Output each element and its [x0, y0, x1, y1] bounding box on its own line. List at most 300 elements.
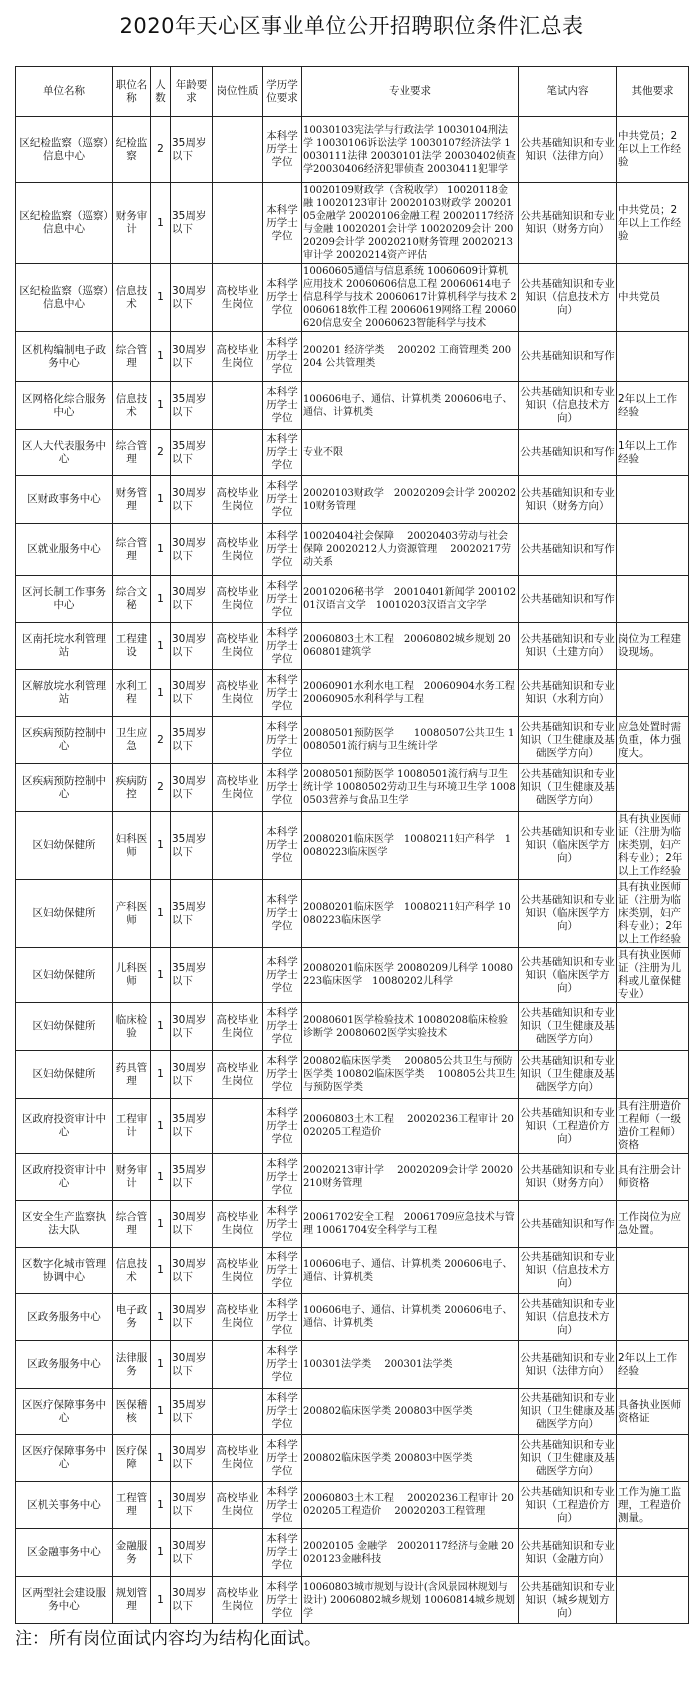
- cell-count: 1: [151, 524, 171, 576]
- cell-count: 1: [151, 1051, 171, 1099]
- cell-age: 35周岁以下: [171, 717, 213, 764]
- cell-age: 30周岁以下: [171, 476, 213, 524]
- cell-age: 35周岁以下: [171, 430, 213, 476]
- table-row: [16, 382, 689, 430]
- cell-degree: 本科学历学士学位: [263, 382, 302, 430]
- cell-unit: 区人大代表服务中心: [16, 430, 113, 476]
- table-row: [16, 948, 689, 1003]
- cell-exam: 公共基础知识和专业知识（工程造价方向）: [519, 1099, 617, 1154]
- cell-exam: 公共基础知识和专业知识（临床医学方向）: [519, 948, 617, 1003]
- cell-nature: 高校毕业生岗位: [213, 264, 263, 332]
- cell-exam: 公共基础知识和写作: [519, 524, 617, 576]
- table-row: [16, 1389, 689, 1435]
- header-degree: 学历学位要求: [263, 67, 302, 117]
- cell-age: 35周岁以下: [171, 948, 213, 1003]
- cell-other: 具有执业医师证（注册为临床类别，妇产科专业）；2年以上工作经验: [617, 880, 689, 948]
- cell-other: [617, 1294, 689, 1341]
- cell-position: 电子政务: [113, 1294, 151, 1341]
- cell-other: 具有注册造价工程师（一级造价工程师）资格: [617, 1099, 689, 1154]
- cell-position: 妇科医师: [113, 812, 151, 880]
- table-row: [16, 1482, 689, 1529]
- cell-unit: 区政务服务中心: [16, 1294, 113, 1341]
- cell-position: 工程审计: [113, 1099, 151, 1154]
- cell-degree: 本科学历学士学位: [263, 524, 302, 576]
- cell-exam: 公共基础知识和专业知识（信息技术方向）: [519, 264, 617, 332]
- cell-nature: 高校毕业生岗位: [213, 1482, 263, 1529]
- cell-exam: 公共基础知识和专业知识（卫生健康及基础医学方向）: [519, 1435, 617, 1482]
- cell-count: 1: [151, 576, 171, 623]
- cell-major: 专业不限: [302, 430, 519, 476]
- cell-major: 200802临床医学类 200803中医学类: [302, 1389, 519, 1435]
- cell-unit: 区安全生产监察执法大队: [16, 1201, 113, 1248]
- cell-unit: 区纪检监察（巡察）信息中心: [16, 183, 113, 264]
- table-row: [16, 1248, 689, 1294]
- cell-degree: 本科学历学士学位: [263, 1482, 302, 1529]
- cell-other: 2年以上工作经验: [617, 382, 689, 430]
- cell-age: 30周岁以下: [171, 1341, 213, 1389]
- cell-position: 纪检监察: [113, 117, 151, 183]
- cell-major: 20061702安全工程 20061709应急技术与管理 10061704安全科学与工程: [302, 1201, 519, 1248]
- cell-degree: 本科学历学士学位: [263, 1099, 302, 1154]
- cell-unit: 区南托垸水利管理站: [16, 623, 113, 670]
- cell-age: 35周岁以下: [171, 117, 213, 183]
- cell-unit: 区政务服务中心: [16, 1341, 113, 1389]
- cell-degree: 本科学历学士学位: [263, 476, 302, 524]
- cell-position: 金融服务: [113, 1529, 151, 1577]
- table-row: [16, 1577, 689, 1624]
- cell-position: 信息技术: [113, 382, 151, 430]
- cell-major: 10020404社会保障 20020403劳动与社会保障 20020212人力资源管理 20020217劳动关系: [302, 524, 519, 576]
- cell-count: 1: [151, 880, 171, 948]
- cell-exam: 公共基础知识和专业知识（财务方向）: [519, 1154, 617, 1201]
- cell-nature: [213, 117, 263, 183]
- cell-major: 100606电子、通信、计算机类 200606电子、通信、计算机类: [302, 1294, 519, 1341]
- cell-exam: 公共基础知识和专业知识（城乡规划方向）: [519, 1577, 617, 1624]
- cell-age: 35周岁以下: [171, 1389, 213, 1435]
- cell-exam: 公共基础知识和写作: [519, 576, 617, 623]
- cell-age: 30周岁以下: [171, 264, 213, 332]
- cell-unit: 区两型社会建设服务中心: [16, 1577, 113, 1624]
- cell-count: 1: [151, 1154, 171, 1201]
- cell-major: 20080601医学检验技术 10080208临床检验诊断学 20080602医学实验技术: [302, 1003, 519, 1051]
- cell-exam: 公共基础知识和写作: [519, 430, 617, 476]
- cell-unit: 区妇幼保健所: [16, 812, 113, 880]
- cell-age: 30周岁以下: [171, 623, 213, 670]
- table-row: [16, 117, 689, 183]
- cell-position: 药具管理: [113, 1051, 151, 1099]
- cell-age: 35周岁以下: [171, 1099, 213, 1154]
- cell-unit: 区妇幼保健所: [16, 948, 113, 1003]
- cell-count: 1: [151, 948, 171, 1003]
- cell-exam: 公共基础知识和专业知识（临床医学方向）: [519, 880, 617, 948]
- cell-nature: 高校毕业生岗位: [213, 476, 263, 524]
- cell-nature: [213, 1099, 263, 1154]
- table-row: [16, 183, 689, 264]
- cell-nature: [213, 1389, 263, 1435]
- cell-position: 工程建设: [113, 623, 151, 670]
- cell-other: 应急处置时需负重，体力强度大。: [617, 717, 689, 764]
- cell-degree: 本科学历学士学位: [263, 1577, 302, 1624]
- cell-other: 工作岗位为应急处置。: [617, 1201, 689, 1248]
- table-row: [16, 1341, 689, 1389]
- cell-unit: 区妇幼保健所: [16, 1003, 113, 1051]
- cell-nature: 高校毕业生岗位: [213, 1248, 263, 1294]
- cell-degree: 本科学历学士学位: [263, 948, 302, 1003]
- cell-age: 30周岁以下: [171, 1529, 213, 1577]
- cell-degree: 本科学历学士学位: [263, 1294, 302, 1341]
- cell-nature: 高校毕业生岗位: [213, 1003, 263, 1051]
- cell-other: [617, 670, 689, 717]
- cell-count: 1: [151, 1201, 171, 1248]
- cell-age: 35周岁以下: [171, 1154, 213, 1201]
- cell-exam: 公共基础知识和专业知识（金融方向）: [519, 1529, 617, 1577]
- cell-nature: 高校毕业生岗位: [213, 1294, 263, 1341]
- cell-nature: [213, 717, 263, 764]
- cell-other: [617, 1435, 689, 1482]
- cell-unit: 区妇幼保健所: [16, 1051, 113, 1099]
- cell-major: 200802临床医学类 200805公共卫生与预防医学类 100802临床医学类 100805公共卫生与预防医学类: [302, 1051, 519, 1099]
- table-header-row: [16, 67, 689, 117]
- table-row: [16, 670, 689, 717]
- cell-degree: 本科学历学士学位: [263, 1389, 302, 1435]
- cell-other: [617, 1577, 689, 1624]
- cell-degree: 本科学历学士学位: [263, 1248, 302, 1294]
- cell-nature: [213, 382, 263, 430]
- cell-nature: [213, 1154, 263, 1201]
- cell-position: 规划管理: [113, 1577, 151, 1624]
- cell-age: 30周岁以下: [171, 1435, 213, 1482]
- cell-unit: 区纪检监察（巡察）信息中心: [16, 117, 113, 183]
- cell-position: 综合管理: [113, 430, 151, 476]
- table-row: [16, 576, 689, 623]
- cell-major: 10030103宪法学与行政法学 10030104刑法学 10030106诉讼法学 10030107经济法学 10030111法律 20030101法学 20030402侦查学20030406经济犯罪侦查 20030411犯罪学: [302, 117, 519, 183]
- cell-degree: 本科学历学士学位: [263, 717, 302, 764]
- table-row: [16, 1529, 689, 1577]
- cell-degree: 本科学历学士学位: [263, 264, 302, 332]
- cell-degree: 本科学历学士学位: [263, 764, 302, 812]
- footnote: 注：所有岗位面试内容均为结构化面试。: [15, 1629, 321, 1649]
- cell-exam: 公共基础知识和专业知识（财务方向）: [519, 476, 617, 524]
- cell-other: 中共党员；2年以上工作经验: [617, 117, 689, 183]
- cell-major: 20060803土木工程 20020236工程审计 20020205工程造价 20020203工程管理: [302, 1482, 519, 1529]
- cell-age: 30周岁以下: [171, 1482, 213, 1529]
- page-title: 2020年天心区事业单位公开招聘职位条件汇总表: [119, 14, 584, 38]
- cell-degree: 本科学历学士学位: [263, 1435, 302, 1482]
- cell-unit: 区就业服务中心: [16, 524, 113, 576]
- table-row: [16, 623, 689, 670]
- cell-exam: 公共基础知识和专业知识（卫生健康及基础医学方向）: [519, 717, 617, 764]
- cell-exam: 公共基础知识和专业知识（土建方向）: [519, 623, 617, 670]
- cell-position: 卫生应急: [113, 717, 151, 764]
- cell-major: 20080201临床医学 10080211妇产科学 10080223临床医学: [302, 880, 519, 948]
- cell-nature: [213, 183, 263, 264]
- cell-unit: 区金融事务中心: [16, 1529, 113, 1577]
- cell-degree: 本科学历学士学位: [263, 576, 302, 623]
- cell-position: 综合管理: [113, 332, 151, 382]
- cell-exam: 公共基础知识和专业知识（信息技术方向）: [519, 1294, 617, 1341]
- cell-unit: 区网格化综合服务中心: [16, 382, 113, 430]
- cell-major: 200802临床医学类 200803中医学类: [302, 1435, 519, 1482]
- cell-age: 30周岁以下: [171, 1294, 213, 1341]
- cell-count: 1: [151, 1482, 171, 1529]
- cell-nature: 高校毕业生岗位: [213, 1435, 263, 1482]
- cell-nature: [213, 1341, 263, 1389]
- cell-nature: [213, 948, 263, 1003]
- cell-unit: 区医疗保障事务中心: [16, 1389, 113, 1435]
- cell-nature: 高校毕业生岗位: [213, 764, 263, 812]
- cell-unit: 区疾病预防控制中心: [16, 717, 113, 764]
- cell-position: 水利工程: [113, 670, 151, 717]
- cell-degree: 本科学历学士学位: [263, 332, 302, 382]
- table-row: [16, 880, 689, 948]
- cell-unit: 区河长制工作事务中心: [16, 576, 113, 623]
- cell-exam: 公共基础知识和专业知识（卫生健康及基础医学方向）: [519, 764, 617, 812]
- table-row: [16, 1201, 689, 1248]
- cell-unit: 区财政事务中心: [16, 476, 113, 524]
- cell-count: 1: [151, 1529, 171, 1577]
- table-row: [16, 524, 689, 576]
- cell-count: 1: [151, 332, 171, 382]
- cell-age: 30周岁以下: [171, 1201, 213, 1248]
- cell-other: [617, 524, 689, 576]
- table-row: [16, 1435, 689, 1482]
- cell-major: 20080201临床医学 20080209儿科学 10080223临床医学 10080202儿科学: [302, 948, 519, 1003]
- cell-degree: 本科学历学士学位: [263, 1529, 302, 1577]
- header-major: 专业要求: [302, 67, 519, 117]
- cell-count: 1: [151, 670, 171, 717]
- table-row: [16, 717, 689, 764]
- cell-exam: 公共基础知识和写作: [519, 1201, 617, 1248]
- table-row: [16, 1099, 689, 1154]
- cell-major: 10020109财政学（含税收学） 10020118金融 10020123审计 20020103财政学 20020105金融学 20020106金融工程 20020117经济与金融 10020201会计学 10020209会计 20020209会计学 20020210财务管理 20020213审计学 20020214资产评估: [302, 183, 519, 264]
- cell-age: 30周岁以下: [171, 332, 213, 382]
- cell-degree: 本科学历学士学位: [263, 1201, 302, 1248]
- cell-major: 20010206秘书学 20010401新闻学 20010201汉语言文学 10010203汉语言文字学: [302, 576, 519, 623]
- cell-nature: 高校毕业生岗位: [213, 332, 263, 382]
- cell-position: 医疗保障: [113, 1435, 151, 1482]
- cell-age: 30周岁以下: [171, 576, 213, 623]
- cell-unit: 区数字化城市管理协调中心: [16, 1248, 113, 1294]
- cell-other: [617, 1003, 689, 1051]
- cell-age: 30周岁以下: [171, 764, 213, 812]
- cell-major: 100606电子、通信、计算机类 200606电子、通信、计算机类: [302, 382, 519, 430]
- table-row: [16, 476, 689, 524]
- cell-nature: [213, 430, 263, 476]
- cell-count: 1: [151, 1389, 171, 1435]
- cell-position: 产科医师: [113, 880, 151, 948]
- header-age: 年龄要求: [171, 67, 213, 117]
- cell-count: 2: [151, 117, 171, 183]
- header-position: 职位名称: [113, 67, 151, 117]
- cell-other: 具有执业医师证（注册为儿科或儿童保健专业）: [617, 948, 689, 1003]
- cell-count: 1: [151, 1341, 171, 1389]
- cell-other: 具有执业医师证（注册为临床类别，妇产科专业）；2年以上工作经验: [617, 812, 689, 880]
- cell-degree: 本科学历学士学位: [263, 430, 302, 476]
- cell-count: 1: [151, 812, 171, 880]
- cell-unit: 区机关事务中心: [16, 1482, 113, 1529]
- cell-count: 1: [151, 1294, 171, 1341]
- cell-degree: 本科学历学士学位: [263, 880, 302, 948]
- cell-position: 医保稽核: [113, 1389, 151, 1435]
- cell-major: 20080501预防医学 10080501流行病与卫生统计学 10080502劳动卫生与环境卫生学 10080503营养与食品卫生学: [302, 764, 519, 812]
- cell-major: 10060605通信与信息系统 10060609计算机应用技术 20060606信息工程 20060614电子信息科学与技术 20060617计算机科学与技术 20060618软件工程 20060619网络工程 20060620信息安全 20060623智能科学与技术: [302, 264, 519, 332]
- cell-position: 综合文秘: [113, 576, 151, 623]
- cell-position: 财务审计: [113, 1154, 151, 1201]
- cell-other: 中共党员: [617, 264, 689, 332]
- cell-exam: 公共基础知识和专业知识（法律方向）: [519, 117, 617, 183]
- cell-position: 临床检验: [113, 1003, 151, 1051]
- table-row: [16, 812, 689, 880]
- cell-degree: 本科学历学士学位: [263, 1051, 302, 1099]
- cell-age: 30周岁以下: [171, 1577, 213, 1624]
- cell-exam: 公共基础知识和专业知识（财务方向）: [519, 183, 617, 264]
- cell-count: 1: [151, 1577, 171, 1624]
- cell-degree: 本科学历学士学位: [263, 623, 302, 670]
- cell-position: 财务审计: [113, 183, 151, 264]
- cell-major: 20080501预防医学 10080507公共卫生 10080501流行病与卫生统计学: [302, 717, 519, 764]
- cell-major: 20060901水利水电工程 20060904水务工程 20060905水利科学与工程: [302, 670, 519, 717]
- cell-exam: 公共基础知识和专业知识（卫生健康及基础医学方向）: [519, 1051, 617, 1099]
- cell-position: 工程管理: [113, 1482, 151, 1529]
- cell-degree: 本科学历学士学位: [263, 117, 302, 183]
- cell-major: 20060803土木工程 20020236工程审计 20020205工程造价: [302, 1099, 519, 1154]
- cell-age: 35周岁以下: [171, 183, 213, 264]
- cell-count: 2: [151, 764, 171, 812]
- cell-position: 财务管理: [113, 476, 151, 524]
- cell-other: 2年以上工作经验: [617, 1341, 689, 1389]
- cell-count: 2: [151, 717, 171, 764]
- header-other: 其他要求: [617, 67, 689, 117]
- cell-nature: [213, 1529, 263, 1577]
- positions-table: [15, 66, 689, 1624]
- table-row: [16, 1294, 689, 1341]
- cell-age: 35周岁以下: [171, 382, 213, 430]
- cell-count: 1: [151, 476, 171, 524]
- table-row: [16, 1154, 689, 1201]
- cell-unit: 区医疗保障事务中心: [16, 1435, 113, 1482]
- cell-unit: 区疾病预防控制中心: [16, 764, 113, 812]
- table-row: [16, 1003, 689, 1051]
- cell-position: 信息技术: [113, 1248, 151, 1294]
- cell-other: [617, 1248, 689, 1294]
- cell-nature: 高校毕业生岗位: [213, 576, 263, 623]
- cell-count: 2: [151, 430, 171, 476]
- header-unit: 单位名称: [16, 67, 113, 117]
- cell-other: [617, 1051, 689, 1099]
- cell-exam: 公共基础知识和写作: [519, 332, 617, 382]
- cell-nature: 高校毕业生岗位: [213, 1051, 263, 1099]
- cell-other: [617, 1529, 689, 1577]
- cell-other: 具有注册会计师资格: [617, 1154, 689, 1201]
- cell-nature: 高校毕业生岗位: [213, 670, 263, 717]
- cell-nature: 高校毕业生岗位: [213, 524, 263, 576]
- cell-degree: 本科学历学士学位: [263, 812, 302, 880]
- cell-count: 1: [151, 382, 171, 430]
- cell-exam: 公共基础知识和专业知识（法律方向）: [519, 1341, 617, 1389]
- cell-other: 中共党员；2年以上工作经验: [617, 183, 689, 264]
- table-row: [16, 332, 689, 382]
- cell-nature: 高校毕业生岗位: [213, 1201, 263, 1248]
- cell-age: 30周岁以下: [171, 670, 213, 717]
- cell-unit: 区妇幼保健所: [16, 880, 113, 948]
- cell-position: 信息技术: [113, 264, 151, 332]
- cell-exam: 公共基础知识和专业知识（信息技术方向）: [519, 382, 617, 430]
- cell-position: 儿科医师: [113, 948, 151, 1003]
- cell-major: 100301法学类 200301法学类: [302, 1341, 519, 1389]
- cell-degree: 本科学历学士学位: [263, 183, 302, 264]
- cell-degree: 本科学历学士学位: [263, 670, 302, 717]
- header-nature: 岗位性质: [213, 67, 263, 117]
- cell-other: [617, 764, 689, 812]
- table-row: [16, 1051, 689, 1099]
- cell-major: 100606电子、通信、计算机类 200606电子、通信、计算机类: [302, 1248, 519, 1294]
- cell-major: 20020105 金融学 20020117经济与金融 20020123金融科技: [302, 1529, 519, 1577]
- cell-degree: 本科学历学士学位: [263, 1003, 302, 1051]
- cell-exam: 公共基础知识和专业知识（卫生健康及基础医学方向）: [519, 1389, 617, 1435]
- cell-other: 1年以上工作经验: [617, 430, 689, 476]
- cell-age: 30周岁以下: [171, 1003, 213, 1051]
- cell-exam: 公共基础知识和专业知识（工程造价方向）: [519, 1482, 617, 1529]
- cell-nature: 高校毕业生岗位: [213, 623, 263, 670]
- cell-major: 20020213审计学 20020209会计学 20020210财务管理: [302, 1154, 519, 1201]
- cell-major: 10060803城市规划与设计(含风景园林规划与设计) 20060802城乡规划 10060814城乡规划学: [302, 1577, 519, 1624]
- cell-degree: 本科学历学士学位: [263, 1154, 302, 1201]
- cell-nature: [213, 812, 263, 880]
- cell-position: 综合管理: [113, 524, 151, 576]
- header-count: 人数: [151, 67, 171, 117]
- cell-unit: 区纪检监察（巡察）信息中心: [16, 264, 113, 332]
- cell-count: 1: [151, 623, 171, 670]
- cell-age: 35周岁以下: [171, 812, 213, 880]
- header-exam: 笔试内容: [519, 67, 617, 117]
- cell-nature: 高校毕业生岗位: [213, 1577, 263, 1624]
- cell-nature: [213, 880, 263, 948]
- cell-other: [617, 576, 689, 623]
- cell-exam: 公共基础知识和专业知识（信息技术方向）: [519, 1248, 617, 1294]
- cell-unit: 区政府投资审计中心: [16, 1099, 113, 1154]
- cell-position: 综合管理: [113, 1201, 151, 1248]
- cell-major: 20060803土木工程 20060802城乡规划 20060801建筑学: [302, 623, 519, 670]
- table-row: [16, 430, 689, 476]
- cell-exam: 公共基础知识和专业知识（水利方向）: [519, 670, 617, 717]
- cell-other: [617, 476, 689, 524]
- cell-age: 30周岁以下: [171, 1051, 213, 1099]
- cell-age: 35周岁以下: [171, 880, 213, 948]
- cell-position: 疾病防控: [113, 764, 151, 812]
- cell-count: 1: [151, 264, 171, 332]
- cell-major: 200201 经济学类 200202 工商管理类 200204 公共管理类: [302, 332, 519, 382]
- cell-unit: 区机构编制电子政务中心: [16, 332, 113, 382]
- cell-count: 1: [151, 183, 171, 264]
- cell-other: 工作为施工监理，工程造价测量。: [617, 1482, 689, 1529]
- table-row: [16, 764, 689, 812]
- cell-exam: 公共基础知识和专业知识（卫生健康及基础医学方向）: [519, 1003, 617, 1051]
- cell-age: 30周岁以下: [171, 524, 213, 576]
- cell-other: 岗位为工程建设现场。: [617, 623, 689, 670]
- cell-age: 30周岁以下: [171, 1248, 213, 1294]
- cell-major: 20080201临床医学 10080211妇产科学 10080223临床医学: [302, 812, 519, 880]
- cell-count: 1: [151, 1248, 171, 1294]
- cell-major: 20020103财政学 20020209会计学 20020210财务管理: [302, 476, 519, 524]
- cell-count: 1: [151, 1099, 171, 1154]
- table-row: [16, 264, 689, 332]
- cell-unit: 区政府投资审计中心: [16, 1154, 113, 1201]
- cell-other: 具备执业医师资格证: [617, 1389, 689, 1435]
- cell-count: 1: [151, 1003, 171, 1051]
- cell-degree: 本科学历学士学位: [263, 1341, 302, 1389]
- cell-unit: 区解放垸水利管理站: [16, 670, 113, 717]
- cell-count: 1: [151, 1435, 171, 1482]
